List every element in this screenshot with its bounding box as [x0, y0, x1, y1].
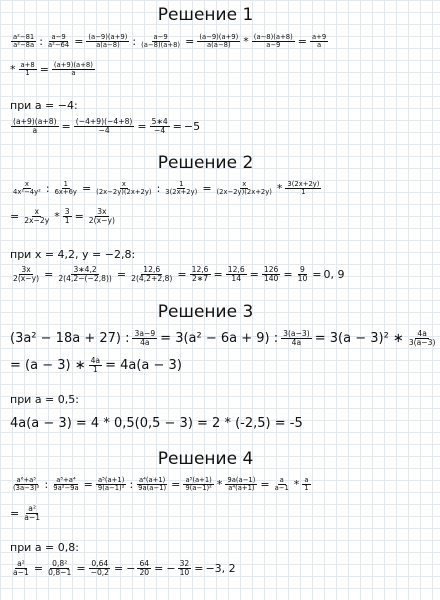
fraction: $\frac{3(a-3)}{4a}$: [283, 329, 310, 348]
fraction: $\frac{\text{a⁴(a+1)}}{9a(a-1)}$: [138, 476, 167, 493]
expression: = 3(a − 3)² ∗: [314, 331, 404, 347]
fraction: $\frac{32}{10}$: [179, 559, 190, 578]
fraction: $\frac{12,6}{2∗7}$: [191, 265, 209, 284]
fraction: $\frac{x}{(2x-2y)(2x+2y)}$: [96, 180, 152, 197]
expression: = (a − 3) ∗: [10, 358, 86, 374]
fraction: $\frac{(-4+9)(-4+8)}{-4}$: [75, 117, 133, 136]
fraction: $\frac{\text{a⁵(a+1)}}{\text{9(a−1)²}}$: [97, 476, 125, 493]
solution-2-condition: при x = 4,2, y = −2,8:: [10, 248, 136, 261]
expression: (3a² − 18a + 27) :: [10, 331, 130, 347]
solution-4-line-2: = $\frac{\text{a²}}{a-1}$: [10, 504, 41, 523]
fraction: $\frac{1}{6x+6y}$: [54, 180, 77, 197]
fraction: $\frac{a}{1}$: [304, 476, 309, 493]
fraction: $\frac{a-9}{(a-8)(a+8)}$: [141, 33, 181, 50]
fraction: $\frac{(a-8)(a+8)}{a-9}$: [253, 33, 293, 50]
fraction: $\frac{1}{3(2x+2y)}$: [165, 180, 198, 197]
solution-1-condition: при a = −4:: [10, 99, 78, 112]
solution-4-condition: при a = 0,8:: [10, 541, 79, 554]
fraction: $\frac{4a}{1}$: [90, 356, 101, 375]
fraction: $\frac{12,6}{2(4,2+2,8)}$: [131, 265, 173, 284]
fraction: $\frac{3(2x+2y)}{1}$: [287, 180, 320, 197]
fraction: $\frac{9a(a-1)}{\text{a⁴(a+1)}}$: [227, 476, 256, 493]
solution-1-line-2: * $\frac{a+8}{1}$ = $\frac{(a+9)(a+8)}{a}$: [10, 61, 93, 78]
fraction: $\frac{x}{(2x-2y)(2x+2y)}$: [216, 180, 272, 197]
solution-4-line-1: $\frac{\text{a⁶+a⁵}}{\text{(3a−3)²}}$ : $\frac{\text{a⁵+a⁴}}{\text{9a²−9a}}$ = $\frac{\text{a⁵(a+1)}}{\text{9(a−1)²}}$ : $\frac{\text{a⁴(a+1)}}{9a(a-1)}$ = $\frac{\text{a⁵(a+1)}}{\text{9(a−1)²}}$ * $\frac{9a(a-1)}{\text{a⁴(a+1)}}$ = $\frac{a}{a-1}$ * $\frac{a}{1}$: [13, 476, 309, 493]
fraction: $\frac{\text{a⁵(a+1)}}{\text{9(a−1)²}}$: [185, 476, 212, 493]
solution-1-title: Решение 1: [157, 5, 254, 25]
solution-1-line-3: $\frac{(a+9)(a+8)}{a}$ = $\frac{(-4+9)(-4+8)}{-4}$ = $\frac{5∗4}{-4}$ = −5: [13, 117, 201, 136]
fraction: $\frac{3x}{2(x-y)}$: [88, 207, 115, 226]
solution-2-title: Решение 2: [157, 153, 254, 173]
solution-3-line-2: [10, 357, 182, 375]
fraction: $\frac{3}{1}$: [64, 207, 70, 226]
fraction: $\frac{4a}{3(a-3)}$: [408, 329, 436, 348]
solution-4-line-3: $\frac{\text{a²}}{a-1}$ = $\frac{\text{0,8²}}{0,8-1}$ = $\frac{0,64}{-0,2}$ = − $\frac{64}{20}$ = − $\frac{32}{10}$ = −3, 2: [13, 559, 236, 578]
result: 0, 9: [323, 268, 345, 282]
fraction: $\frac{\text{a²−81}}{\text{a²−8a}}$: [13, 33, 35, 50]
fraction: $\frac{3x}{2(x-y)}$: [13, 265, 40, 284]
fraction: $\frac{9}{10}$: [297, 265, 308, 284]
result: −5: [183, 120, 201, 134]
fraction: $\frac{\text{a²}}{a-1}$: [24, 504, 41, 523]
fraction: $\frac{a-9}{\text{a²−64}}$: [47, 33, 70, 50]
solution-4-title: Решение 4: [157, 449, 254, 469]
fraction: $\frac{\text{a⁵+a⁴}}{\text{9a²−9a}}$: [53, 476, 79, 493]
solution-3-condition: при a = 0,5:: [10, 393, 79, 406]
solution-3-line-3: 4a(a − 3) = 4 * 0,5(0,5 − 3) = 2 * (-2,5) = -5: [10, 416, 303, 431]
fraction: $\frac{a+9}{a}$: [312, 33, 327, 50]
fraction: $\frac{3a-9}{4a}$: [134, 329, 156, 348]
fraction: $\frac{3∗4,2}{2(4,2-(-2,8))}$: [58, 265, 112, 284]
fraction: $\frac{(a-9)(a+9)}{a(a-8)}$: [199, 33, 239, 50]
fraction: $\frac{\text{a²}}{a-1}$: [13, 559, 29, 578]
fraction: $\frac{126}{140}$: [263, 265, 279, 284]
result: −3, 2: [205, 562, 236, 576]
expression: = 3(a² − 6a + 9) :: [160, 331, 279, 347]
fraction: $\frac{a}{a-1}$: [274, 476, 289, 493]
fraction: $\frac{\text{0,8²}}{0,8-1}$: [48, 559, 72, 578]
solution-3-title: Решение 3: [157, 302, 254, 322]
fraction: $\frac{\text{a⁶+a⁵}}{\text{(3a−3)²}}$: [13, 476, 40, 493]
solution-2-line-2: = $\frac{x}{2x-2y}$ * $\frac{3}{1}$ = $\frac{3x}{2(x-y)}$: [10, 207, 115, 226]
fraction: $\frac{a+8}{1}$: [20, 61, 35, 78]
fraction: $\frac{(a-9)(a+9)}{a(a-8)}$: [88, 33, 128, 50]
fraction: $\frac{x}{2x-2y}$: [24, 207, 50, 226]
solution-2-line-1: $\frac{x}{\text{4x²−4y²}}$ : $\frac{1}{6x+6y}$ = $\frac{x}{(2x-2y)(2x+2y)}$ : $\frac{1}{3(2x+2y)}$ = $\frac{x}{(2x-2y)(2x+2y)}$ * $\frac{3(2x+2y)}{1}$: [13, 180, 320, 197]
solution-3-line-1: [10, 330, 440, 348]
fraction: $\frac{(a+9)(a+8)}{a}$: [53, 61, 93, 78]
solution-1-line-1: $\frac{\text{a²−81}}{\text{a²−8a}}$ : $\frac{a-9}{\text{a²−64}}$ = $\frac{(a-9)(a+9)}{a(a-8)}$ : $\frac{a-9}{(a-8)(a+8)}$ = $\frac{(a-9)(a+9)}{a(a-8)}$ * $\frac{(a-8)(a+8)}{a-9}$ = $\frac{a+9}{a}$: [13, 33, 327, 50]
fraction: $\frac{12,6}{14}$: [227, 265, 245, 284]
fraction: $\frac{(a+9)(a+8)}{a}$: [13, 117, 57, 136]
fraction: $\frac{x}{\text{4x²−4y²}}$: [13, 180, 41, 197]
expression: = 4a(a − 3): [105, 358, 182, 374]
fraction: $\frac{64}{20}$: [139, 559, 150, 578]
solution-2-line-3: $\frac{3x}{2(x-y)}$ = $\frac{3∗4,2}{2(4,2-(-2,8))}$ = $\frac{12,6}{2(4,2+2,8)}$ = $\frac{12,6}{2∗7}$ = $\frac{12,6}{14}$ = $\frac{126}{140}$ = $\frac{9}{10}$ = 0, 9: [13, 265, 345, 284]
fraction: $\frac{5∗4}{-4}$: [151, 117, 168, 136]
fraction: $\frac{0,64}{-0,2}$: [90, 559, 110, 578]
